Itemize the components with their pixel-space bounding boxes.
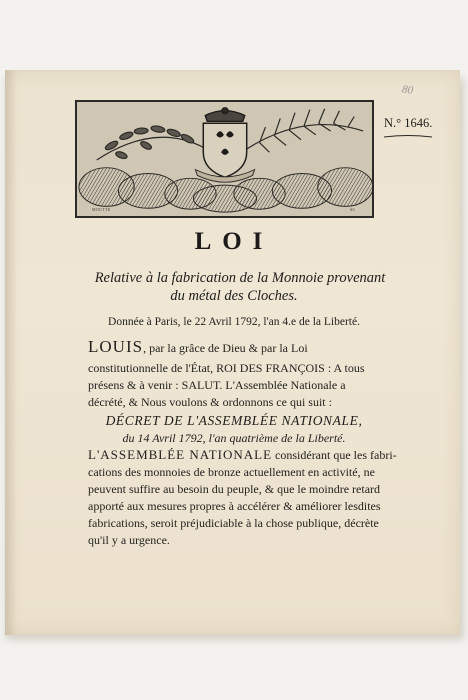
body-line-5: fabrications, seroit préjudiciable à la chose publique, décrète: [88, 516, 379, 530]
decree-date: du 14 Avril 1792, l'an quatrième de la Liberté.: [122, 431, 346, 445]
royal-arms-vignette: [75, 100, 374, 218]
body-line-2: cations des monnoies de bronze actuellement en activité, ne: [88, 465, 375, 479]
body-line-6: qu'il y a urgence.: [88, 533, 170, 547]
preamble-line-3: présens & à venir : SALUT. L'Assemblée Nationale a: [88, 378, 346, 392]
pencil-note: 80: [401, 83, 414, 97]
royal-arms-engraving-icon: [77, 102, 372, 216]
body-line-1: considérant que les fabri-: [272, 448, 397, 462]
subtitle-line-1: Relative à la fabrication de la Monnoie provenant: [94, 270, 386, 286]
body-line-3: peuvent suffire au besoin du peuple, & que le moindre retard: [88, 482, 381, 496]
page-title: LOI: [194, 228, 274, 255]
decree-heading: DÉCRET DE L'ASSEMBLÉE NATIONALE,: [105, 413, 363, 428]
engraver-signature-left: MOUTTE: [92, 207, 111, 212]
body-line-4: apporté aux mesures propres à accélérer & améliorer lesdites: [88, 499, 381, 513]
body-drop-words: L'ASSEMBLÉE NATIONALE: [88, 447, 273, 462]
subtitle-line-2: du métal des Cloches.: [170, 288, 298, 304]
preamble-line-1: , par la grâce de Dieu & par la Loi: [143, 341, 308, 355]
engraver-signature-right: SC: [350, 207, 356, 212]
document-number: N.° 1646.: [384, 116, 433, 130]
dateline: Donnée à Paris, le 22 Avril 1792, l'an 4.e de la Liberté.: [108, 316, 360, 328]
preamble-drop-word: LOUIS: [88, 337, 144, 356]
preamble-line-2: constitutionnelle de l'État, ROI DES FRANÇOIS : A tous: [88, 361, 365, 375]
number-underline-flourish-icon: [384, 135, 432, 139]
preamble-line-4: décrété, & Nous voulons & ordonnons ce qui suit :: [88, 395, 332, 409]
